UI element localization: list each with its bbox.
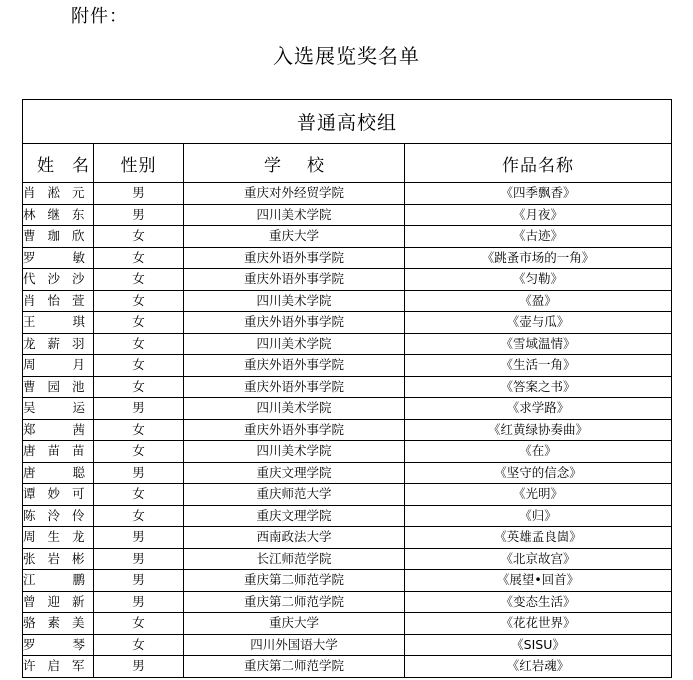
name-cell [23, 656, 97, 678]
school-cell: 西南政法大学 [184, 527, 405, 549]
work-cell: 《月夜》 [405, 204, 672, 226]
name-cell [23, 613, 97, 635]
school-cell: 四川美术学院 [184, 333, 405, 355]
work-cell: 《答案之书》 [405, 376, 672, 398]
table-row [23, 247, 672, 269]
gender-cell: 女 [94, 269, 184, 291]
work-cell: 《四季飘香》 [405, 183, 672, 205]
name-cell [23, 247, 123, 269]
name-cell [23, 591, 97, 613]
table-body [23, 183, 672, 678]
person-name: 唐苗苗 [23, 443, 97, 459]
name-cell [23, 376, 97, 398]
gender-cell: 男 [94, 570, 184, 592]
name-cell [23, 204, 97, 226]
person-name: 曾迎新 [23, 593, 97, 609]
table-row [23, 484, 672, 506]
table-row [23, 204, 672, 226]
school-cell: 重庆第二师范学院 [184, 656, 405, 678]
name-cell [23, 269, 97, 291]
work-cell: 《壶与瓜》 [405, 312, 672, 334]
school-cell: 重庆师范大学 [184, 484, 405, 506]
person-name: 林继东 [23, 206, 97, 222]
award-list-table [22, 99, 672, 678]
table-row [23, 398, 672, 420]
table-row [23, 376, 672, 398]
column-header-row [23, 144, 672, 183]
school-cell: 重庆外语外事学院 [184, 312, 405, 334]
person-name: 罗敏 [23, 249, 123, 265]
work-cell: 《坚守的信念》 [405, 462, 672, 484]
name-cell [23, 419, 123, 441]
person-name: 王琪 [23, 314, 123, 330]
person-name: 代沙沙 [23, 271, 97, 287]
work-cell: 《北京故宫》 [405, 548, 672, 570]
name-cell [23, 226, 97, 248]
attachment-label: 附件： [71, 6, 128, 27]
name-cell [23, 484, 97, 506]
gender-cell: 女 [94, 333, 184, 355]
work-cell: 《英雄孟良崮》 [405, 527, 672, 549]
column-header-name: 姓名 [23, 144, 94, 183]
table-row [23, 419, 672, 441]
table-row [23, 527, 672, 549]
work-cell: 《跳蚤市场的一角》 [405, 247, 672, 269]
gender-cell: 女 [94, 419, 184, 441]
table-row [23, 441, 672, 463]
person-name: 骆素美 [23, 615, 97, 631]
table-row [23, 570, 672, 592]
gender-cell: 女 [94, 613, 184, 635]
work-cell: 《红岩魂》 [405, 656, 672, 678]
school-cell: 四川美术学院 [184, 441, 405, 463]
name-cell [23, 634, 123, 656]
school-cell: 重庆外语外事学院 [184, 419, 405, 441]
person-name: 周月 [23, 357, 123, 373]
gender-cell: 女 [94, 312, 184, 334]
person-name: 许启军 [23, 658, 97, 674]
work-cell: 《求学路》 [405, 398, 672, 420]
person-name: 郑茜 [23, 421, 123, 437]
table-row [23, 312, 672, 334]
gender-cell: 男 [94, 591, 184, 613]
name-cell [23, 355, 123, 377]
gender-cell: 女 [94, 505, 184, 527]
work-cell: 《雪域温情》 [405, 333, 672, 355]
gender-cell: 女 [94, 247, 184, 269]
person-name: 曹珈欣 [23, 228, 97, 244]
gender-cell: 男 [94, 656, 184, 678]
table-row [23, 656, 672, 678]
gender-cell: 女 [94, 376, 184, 398]
school-cell: 重庆大学 [184, 613, 405, 635]
name-cell [23, 333, 97, 355]
school-cell: 重庆文理学院 [184, 505, 405, 527]
school-cell: 四川美术学院 [184, 204, 405, 226]
group-header-row [23, 100, 672, 144]
table-row [23, 613, 672, 635]
name-cell [23, 312, 123, 334]
gender-cell: 男 [94, 204, 184, 226]
name-cell [23, 548, 97, 570]
school-cell: 长江师范学院 [184, 548, 405, 570]
school-cell: 重庆外语外事学院 [184, 247, 405, 269]
column-header-gender: 性别 [94, 144, 184, 183]
person-name: 龙薪羽 [23, 335, 97, 351]
person-name: 罗琴 [23, 636, 123, 652]
school-cell: 四川美术学院 [184, 290, 405, 312]
gender-cell: 女 [94, 441, 184, 463]
gender-cell: 男 [94, 527, 184, 549]
work-cell: 《变态生活》 [405, 591, 672, 613]
school-cell: 重庆第二师范学院 [184, 570, 405, 592]
table-row [23, 333, 672, 355]
work-cell: 《SISU》 [405, 634, 672, 656]
table-row [23, 548, 672, 570]
table-row [23, 290, 672, 312]
person-name: 谭妙可 [23, 486, 97, 502]
work-cell: 《古迹》 [405, 226, 672, 248]
gender-cell: 男 [94, 183, 184, 205]
work-cell: 《红黄绿协奏曲》 [405, 419, 672, 441]
name-cell [23, 290, 97, 312]
gender-cell: 男 [94, 398, 184, 420]
school-cell: 重庆外语外事学院 [184, 376, 405, 398]
gender-cell: 女 [94, 226, 184, 248]
person-name: 周生龙 [23, 529, 97, 545]
person-name: 江鹏 [23, 572, 123, 588]
school-cell: 重庆外语外事学院 [184, 269, 405, 291]
table-row [23, 634, 672, 656]
work-cell: 《展望•回首》 [405, 570, 672, 592]
gender-cell: 女 [94, 355, 184, 377]
school-cell: 重庆大学 [184, 226, 405, 248]
table-row [23, 462, 672, 484]
name-cell [23, 398, 123, 420]
school-cell: 重庆文理学院 [184, 462, 405, 484]
table-row [23, 226, 672, 248]
person-name: 曹园池 [23, 378, 97, 394]
person-name: 唐聪 [23, 464, 123, 480]
person-name: 吴运 [23, 400, 123, 416]
person-name: 陈泠伶 [23, 507, 97, 523]
work-cell: 《光明》 [405, 484, 672, 506]
school-cell: 重庆第二师范学院 [184, 591, 405, 613]
gender-cell: 男 [94, 548, 184, 570]
school-cell: 重庆对外经贸学院 [184, 183, 405, 205]
name-cell [23, 527, 97, 549]
gender-cell: 女 [94, 634, 184, 656]
school-cell: 四川外国语大学 [184, 634, 405, 656]
work-cell: 《生活一角》 [405, 355, 672, 377]
work-cell: 《在》 [405, 441, 672, 463]
table-row [23, 355, 672, 377]
gender-cell: 女 [94, 484, 184, 506]
column-header-work: 作品名称 [405, 144, 672, 183]
name-cell [23, 441, 97, 463]
person-name: 肖怡萱 [23, 292, 97, 308]
table-row [23, 505, 672, 527]
name-cell [23, 183, 97, 205]
group-label: 普通高校组 [23, 100, 672, 144]
name-cell [23, 462, 123, 484]
work-cell: 《匀勒》 [405, 269, 672, 291]
school-cell: 四川美术学院 [184, 398, 405, 420]
work-cell: 《花花世界》 [405, 613, 672, 635]
table-row [23, 269, 672, 291]
person-name: 肖淞元 [23, 185, 97, 201]
gender-cell: 男 [94, 462, 184, 484]
work-cell: 《归》 [405, 505, 672, 527]
school-cell: 重庆外语外事学院 [184, 355, 405, 377]
column-header-school: 学校 [184, 144, 405, 183]
work-cell: 《盈》 [405, 290, 672, 312]
name-cell [23, 570, 123, 592]
gender-cell: 女 [94, 290, 184, 312]
person-name: 张岩彬 [23, 550, 97, 566]
document-title: 入选展览奖名单 [273, 44, 420, 68]
table-row [23, 183, 672, 205]
table-row [23, 591, 672, 613]
name-cell [23, 505, 97, 527]
